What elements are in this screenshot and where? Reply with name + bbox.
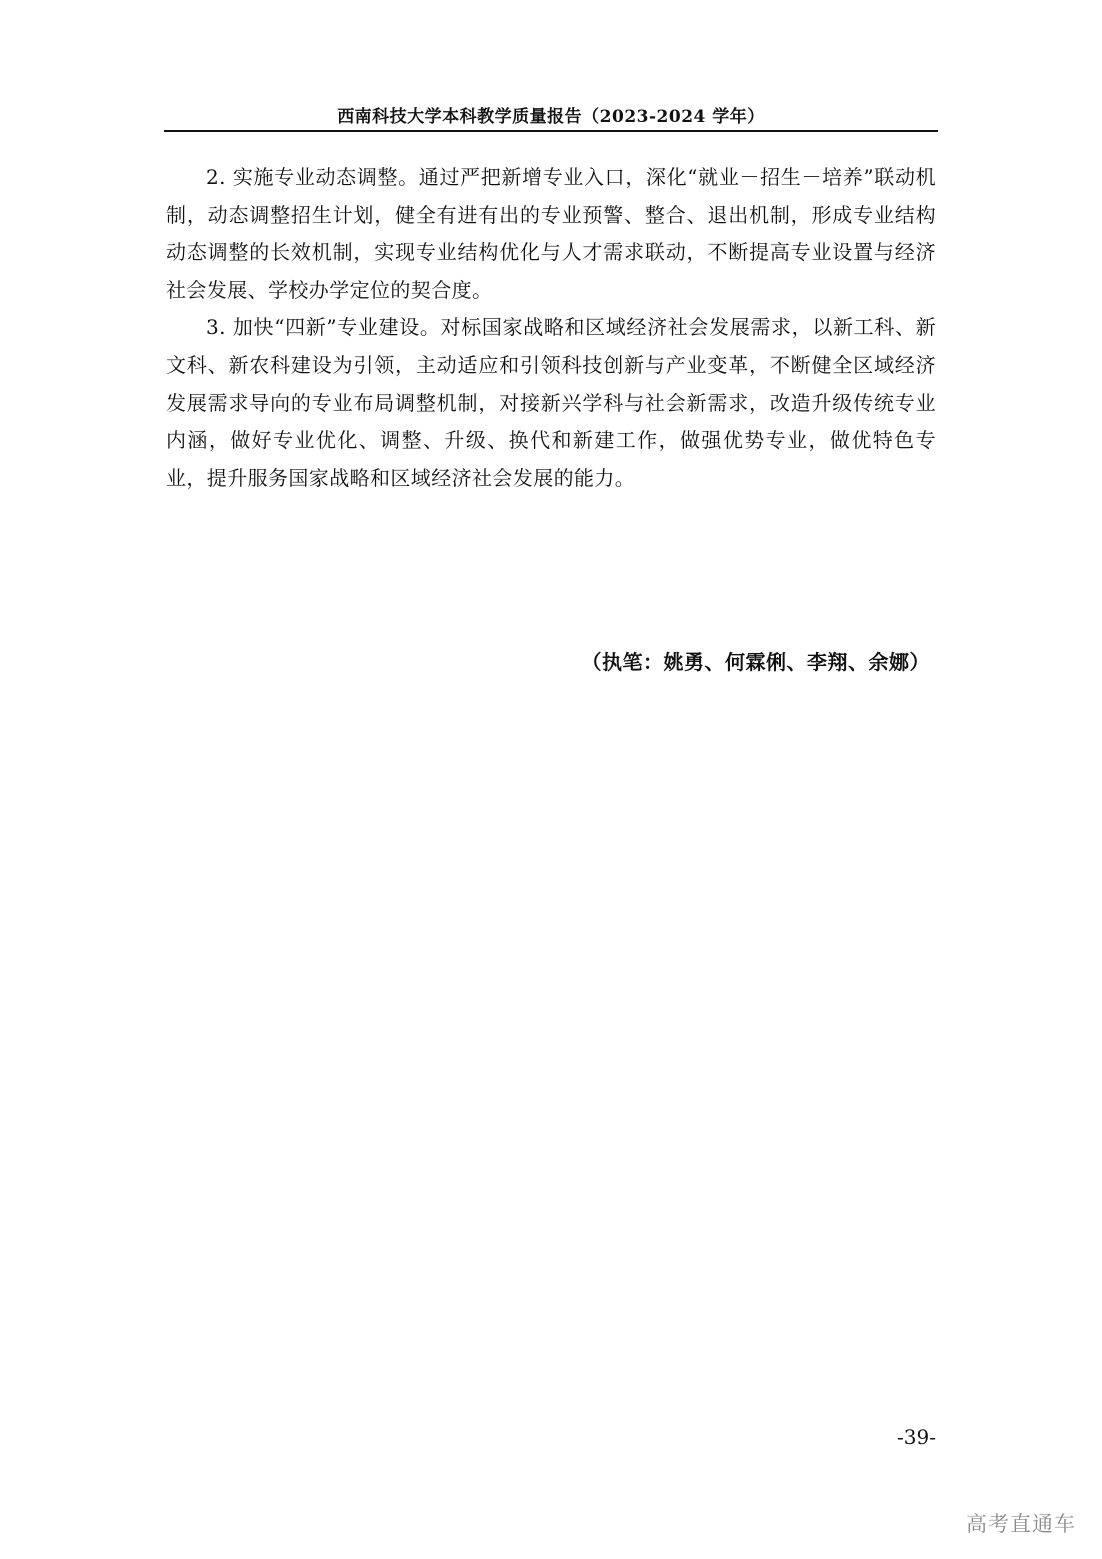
page-number: -39- (897, 1425, 936, 1449)
paragraph-2: 2. 实施专业动态调整。通过严把新增专业入口，深化“就业－招生－培养”联动机制，动态调整招生计划，健全有进有出的专业预警、整合、退出机制，形成专业结构动态调整的长效机制，实现专业结构优化与人才需求联动，不断提高专业设置与经济社会发展、学校办学定位的契合度。 (166, 165, 936, 302)
body-text (166, 159, 936, 497)
page-header-title: 西南科技大学本科教学质量报告（2023-2024 学年） (337, 107, 765, 127)
paragraph-3: 3. 加快“四新”专业建设。对标国家战略和区域经济社会发展需求，以新工科、新文科、新农科建设为引领，主动适应和引领科技创新与产业变革，不断健全区域经济发展需求导向的专业布局调整机制，对接新兴学科与社会新需求，改造升级传统专业内涵，做好专业优化、调整、升级、换代和新建工作，做强优势专业，做优特色专业，提升服务国家战略和区域经济社会发展的能力。 (166, 315, 936, 490)
author-credit: （执笔：姚勇、何霖俐、李翔、余娜） (581, 650, 930, 674)
watermark-text: 高考直通车 (966, 1512, 1076, 1536)
header-divider (164, 130, 938, 132)
